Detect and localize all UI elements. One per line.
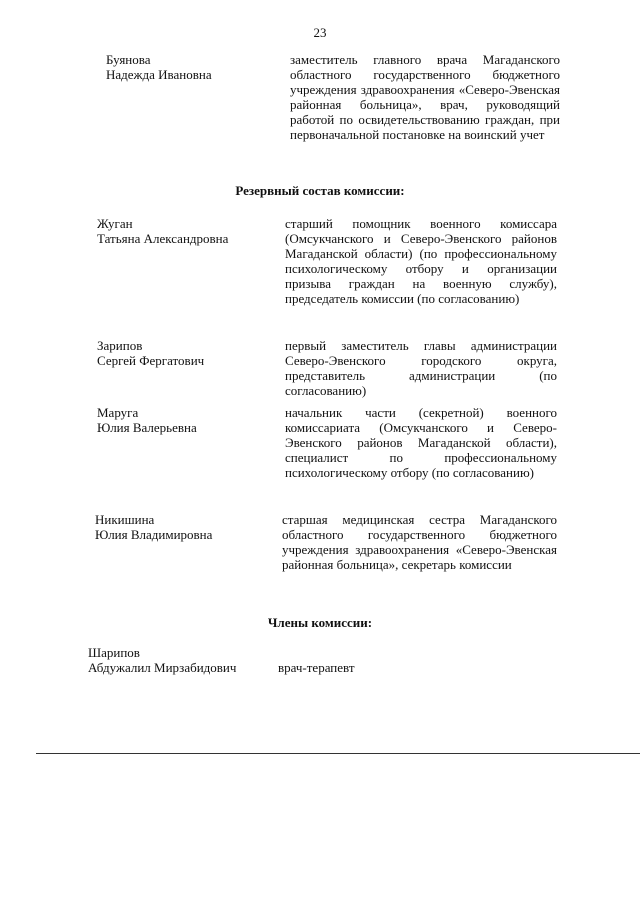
member-given-names: Юлия Валерьевна (97, 420, 197, 435)
member-name (97, 338, 272, 368)
member-name (97, 216, 272, 246)
member-given-names: Татьяна Александровна (97, 231, 229, 246)
member-role: старшая медицинская сестра Магаданского областного государственного бюджетного учреждения здравоохранения «Северо-Эвенская районная больница», секретарь комиссии (282, 512, 557, 572)
member-role: старший помощник военного комиссара (Омсукчанского и Северо-Эвенского районов Магаданской области) (по профессиональному психологическому отбору и организации призыва граждан на военную службу), председатель комиссии (по согласованию) (285, 216, 557, 306)
member-surname: Никишина (95, 512, 155, 527)
member-given-names: Юлия Владимировна (95, 527, 213, 542)
member-role: заместитель главного врача Магаданского областного государственного бюджетного учреждения здравоохранения «Северо-Эвенская районная больница», врач, руководящий работой по освидетельствованию граждан, при первоначальной постановке на воинский учет (290, 52, 560, 142)
member-name (106, 52, 276, 82)
reserve-heading: Резервный состав комиссии: (235, 183, 405, 198)
member-role: первый заместитель главы администрации Северо-Эвенского городского округа, представитель администрации (по согласованию) (285, 338, 557, 398)
member-role: начальник части (секретной) военного комиссариата (Омсукчанского и Северо-Эвенского районов Магаданской области), специалист по профессиональному психологическому отбору (по согласованию) (285, 405, 557, 480)
members-heading: Члены комиссии: (267, 615, 373, 630)
member-given-names: Абдужалил Мирзабидович (88, 660, 237, 675)
member-name (95, 512, 270, 542)
page-divider (36, 753, 640, 754)
member-surname: Жуган (97, 216, 133, 231)
member-surname: Зарипов (97, 338, 143, 353)
member-surname: Маруга (97, 405, 139, 420)
member-name (97, 405, 272, 435)
page-number: 23 (313, 25, 327, 40)
member-name (88, 645, 278, 675)
member-surname: Шарипов (88, 645, 140, 660)
member-given-names: Сергей Фергатович (97, 353, 205, 368)
member-role: врач-терапевт (278, 660, 355, 675)
member-surname: Буянова (106, 52, 151, 67)
member-given-names: Надежда Ивановна (106, 67, 212, 82)
